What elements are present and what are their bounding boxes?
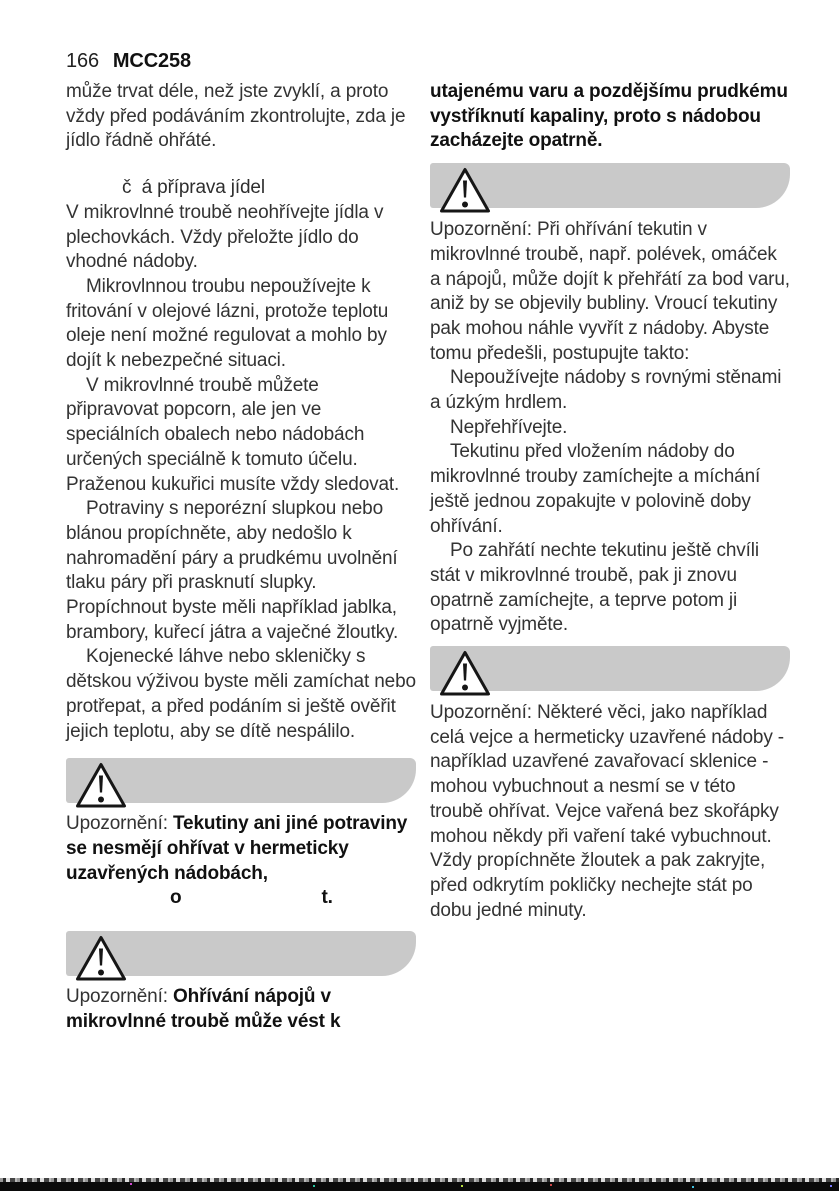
paragraph: Kojenecké láhve nebo skleničky s dětskou výživou byste měli zamíchat nebo protřepat, a před podáním si ještě ověřit jejich teplotu, aby se dítě nespálilo.: [66, 646, 416, 742]
warning-bold-continuation: utajenému varu a pozdějšímu prudkému vystříknutí kapaliny, proto s nádobou zacházejte opatrně.: [430, 81, 788, 152]
paragraph: Mikrovlnnou troubu nepoužívejte k fritování v olejové lázni, protože teplotu oleje není možné regulovat a mohlo by dojít k nebezpečné situaci.: [66, 275, 389, 372]
warning-text: [66, 985, 416, 1034]
warning-bold-text: Tekutiny ani jiné potraviny se nesmějí ohřívat v hermeticky uzavřených nádobách,: [66, 813, 408, 884]
warning-faded-line: [66, 886, 416, 911]
paragraph: Nepoužívejte nádoby s rovnými stěnami a úzkým hrdlem.: [430, 367, 782, 414]
right-column: [430, 80, 790, 923]
warning-bold-text: Ohřívání nápojů v mikrovlnné troubě může vést k: [66, 986, 341, 1032]
scan-artifact-bottom-edge: [0, 1178, 839, 1191]
warning-banner: [430, 646, 790, 691]
warning-text: [66, 812, 416, 886]
paragraph: může trvat déle, než jste zvyklí, a proto vždy před podáváním zkontrolujte, zda je jídlo řádně ohřáté.: [66, 81, 406, 152]
paragraph: Nepřehřívejte.: [450, 416, 568, 438]
warning-label: Upozornění:: [66, 986, 173, 1008]
paragraph: Potraviny s neporézní slupkou nebo blánou propíchněte, aby nedošlo k nahromadění páry a prudkému uvolnění tlaku páry při prasknutí slupky. Propíchnout byste měli například jablka, brambory, kuřecí játra a vaječné žloutky.: [66, 498, 399, 643]
warning-triangle-icon: [439, 167, 491, 214]
faded-text-fragment: o: [170, 887, 182, 909]
paragraph: V mikrovlnné troubě neohřívejte jídla v plechovkách. Vždy přeložte jídlo do vhodné nádoby.: [66, 201, 384, 273]
paragraph: Po zahřátí nechte tekutinu ještě chvíli stát v mikrovlnné troubě, pak ji znovu opatrně zamíchejte, a teprve potom ji opatrně vyjměte.: [430, 540, 759, 636]
paragraph: V mikrovlnné troubě můžete připravovat popcorn, ale jen ve speciálních obalech nebo nádobách určených speciálně k tomuto účelu. Praženou kukuřici musíte vždy sledovat.: [66, 374, 400, 495]
warning-triangle-icon: [439, 650, 491, 697]
page-header: [66, 50, 191, 73]
warning-banner: [66, 931, 416, 976]
warning-triangle-icon: [75, 935, 127, 982]
warning-banner: [430, 163, 790, 208]
section-heading: č á příprava jídel: [122, 177, 265, 199]
warning-text: Upozornění: Některé věci, jako například celá vejce a hermeticky uzavřené nádoby - například uzavřené zavařovací sklenice - mohou vybuchnout a nesmí se v této troubě ohřívat. Vejce vařená bez skořápky mohou někdy při vaření také vybuchnout. Vždy propíchněte žloutek a pak zakryjte, před odkrytím pokličky nechejte stát po dobu jedné minuty.: [430, 702, 784, 921]
warning-banner: [66, 758, 416, 803]
warning-triangle-icon: [75, 762, 127, 809]
model-number: MCC258: [112, 50, 191, 72]
left-column: [66, 80, 416, 1035]
warning-label: Upozornění:: [66, 813, 173, 835]
paragraph: Tekutinu před vložením nádoby do mikrovlnné trouby zamíchejte a míchání ještě jednou zopakujte v polovině doby ohřívání.: [430, 441, 761, 537]
page-number: 166: [66, 50, 99, 72]
warning-text: Upozornění: Při ohřívání tekutin v mikrovlnné troubě, např. polévek, omáček a nápojů, může dojít k přehřátí za bod varu, aniž by se objevily bubliny. Vroucí tekutiny pak mohou náhle vyvřít z nádoby. Abyste tomu předešli, postupujte takto:: [430, 219, 790, 364]
faded-text-fragment: t.: [321, 887, 333, 909]
